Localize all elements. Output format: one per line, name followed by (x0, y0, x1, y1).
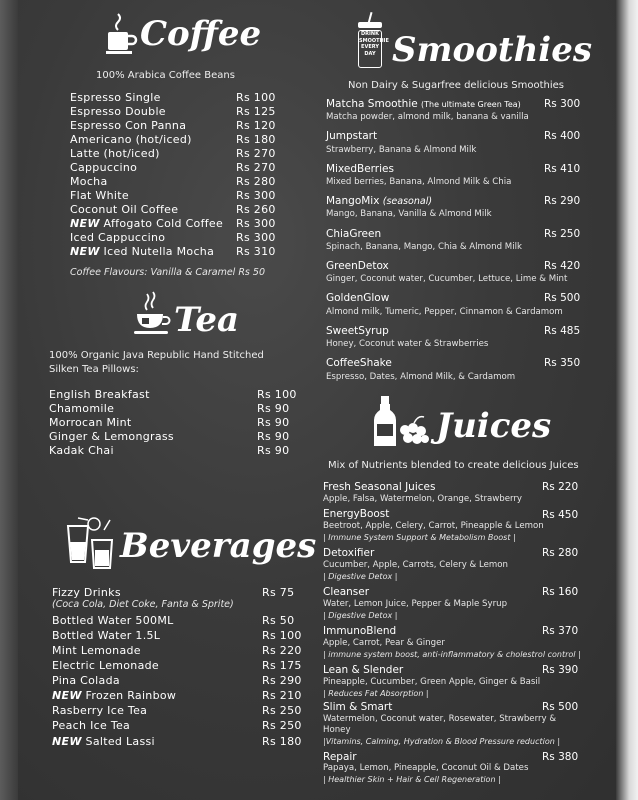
juice-benefit: | Immune System Support & Metabolism Boost | (323, 533, 516, 542)
juice-desc-cont: Honey (323, 725, 351, 735)
juice-name: Cleanser (323, 586, 370, 598)
juice-desc: Beetroot, Apple, Celery, Carrot, Pineapple & Lemon (323, 521, 544, 531)
smoothie-price: Rs 350 (544, 357, 581, 369)
smoothies-subtitle: Non Dairy & Sugarfree delicious Smoothies (348, 80, 564, 91)
smoothie-name: GreenDetox (326, 260, 389, 272)
juice-name: EnergyBoost (323, 508, 390, 520)
juice-name: Slim & Smart (323, 701, 393, 713)
new-badge: NEW (70, 245, 100, 258)
smoothie-desc: Ginger, Coconut water, Cucumber, Lettuce, Lime & Mint (326, 274, 568, 284)
juices-title: Juices (436, 406, 552, 446)
juice-price: Rs 370 (542, 625, 579, 637)
juice-name: Lean & Slender (323, 664, 404, 676)
smoothie-name: MixedBerries (326, 163, 394, 175)
juice-desc: Apple, Carrot, Pear & Ginger (323, 638, 445, 648)
juice-price: Rs 380 (542, 751, 579, 763)
juice-name: Fresh Seasonal Juices (323, 481, 436, 493)
smoothie-name: Matcha Smoothie (The ultimate Green Tea) (326, 98, 521, 110)
smoothie-jar-label: DRINK SMOOTHIE EVERY DAY (358, 30, 382, 68)
new-badge: NEW (52, 689, 82, 702)
smoothie-desc: Almond milk, Tumeric, Pepper, Cinnamon & Cardamom (326, 307, 563, 317)
smoothie-name: MangoMix (seasonal) (326, 195, 433, 207)
juice-price: Rs 450 (542, 509, 579, 521)
drinks-icon (64, 516, 116, 572)
juice-desc: Pineapple, Cucumber, Green Apple, Ginger & Basil (323, 677, 541, 687)
juice-benefit: | Digestive Detox | (323, 611, 398, 620)
smoothie-price: Rs 250 (544, 228, 581, 240)
juice-desc: Watermelon, Coconut water, Rosewater, Strawberry & (323, 714, 557, 724)
smoothie-desc: Spinach, Banana, Mango, Chia & Almond Milk (326, 242, 522, 252)
juice-desc: Water, Lemon Juice, Pepper & Maple Syrup (323, 599, 508, 609)
smoothie-desc: Mixed berries, Banana, Almond Milk & Chia (326, 177, 512, 187)
tea-title: Tea (174, 300, 240, 340)
smoothie-jar-icon (356, 12, 389, 68)
juice-benefit: | Digestive Detox | (323, 572, 398, 581)
juice-desc: Apple, Falsa, Watermelon, Orange, Strawberry (323, 494, 523, 504)
smoothie-price: Rs 400 (544, 130, 581, 142)
smoothie-name: GoldenGlow (326, 292, 390, 304)
smoothie-name: SweetSyrup (326, 325, 389, 337)
juice-price: Rs 390 (542, 664, 579, 676)
beverages-title: Beverages (120, 526, 317, 566)
juice-name: Repair (323, 751, 357, 763)
coffee-subtitle: 100% Arabica Coffee Beans (96, 70, 235, 81)
right-border (616, 0, 638, 800)
smoothies-title: Smoothies (392, 30, 592, 70)
juice-price: Rs 160 (542, 586, 579, 598)
juice-price: Rs 500 (542, 701, 579, 713)
juice-bottle-icon (374, 396, 432, 448)
juice-desc: Cucumber, Apple, Carrots, Celery & Lemon (323, 560, 508, 570)
tea-subtitle-line2: Silken Tea Pillows: (49, 364, 139, 375)
smoothie-desc: Espresso, Dates, Almond Milk, & Cardamom (326, 372, 516, 382)
smoothie-desc: Matcha powder, almond milk, banana & vanilla (326, 112, 529, 122)
new-badge: NEW (70, 217, 100, 230)
juice-benefit: | Reduces Fat Absorption | (323, 689, 429, 698)
juice-benefit: | Healthier Skin + Hair & Cell Regeneration | (323, 775, 501, 784)
coffee-flavours-note: Coffee Flavours: Vanilla & Caramel Rs 50 (70, 267, 265, 278)
teacup-icon (134, 292, 172, 338)
juice-price: Rs 220 (542, 481, 579, 493)
smoothie-desc: Honey, Coconut water & Strawberries (326, 339, 489, 349)
juice-desc: Papaya, Lemon, Pineapple, Coconut Oil & Dates (323, 763, 529, 773)
smoothie-price: Rs 300 (544, 98, 581, 110)
coffee-title: Coffee (140, 14, 262, 54)
smoothie-price: Rs 290 (544, 195, 581, 207)
smoothie-desc: Strawberry, Banana & Almond Milk (326, 145, 477, 155)
smoothie-name: CoffeeShake (326, 357, 392, 369)
juice-price: Rs 280 (542, 547, 579, 559)
smoothie-name: ChiaGreen (326, 228, 382, 240)
new-badge: NEW (52, 735, 82, 748)
smoothie-price: Rs 420 (544, 260, 581, 272)
smoothie-price: Rs 485 (544, 325, 581, 337)
juice-benefit: | immune system boost, anti-inflammatory & cholestrol control | (323, 650, 581, 659)
juice-name: ImmunoBlend (323, 625, 397, 637)
beverage-item-note: (Coca Cola, Diet Coke, Fanta & Sprite) (52, 599, 234, 610)
smoothie-price: Rs 410 (544, 163, 581, 175)
juices-subtitle: Mix of Nutrients blended to create delicious Juices (328, 460, 579, 471)
tea-subtitle-line1: 100% Organic Java Republic Hand Stitched (49, 350, 264, 361)
smoothie-name: Jumpstart (326, 130, 378, 142)
smoothie-desc: Mango, Banana, Vanilla & Almond Milk (326, 209, 492, 219)
coffee-cup-icon (106, 12, 136, 56)
left-border (0, 0, 18, 800)
smoothie-price: Rs 500 (544, 292, 581, 304)
juice-benefit: |Vitamins, Calming, Hydration & Blood Pressure reduction | (323, 737, 561, 746)
juice-name: Detoxifier (323, 547, 375, 559)
